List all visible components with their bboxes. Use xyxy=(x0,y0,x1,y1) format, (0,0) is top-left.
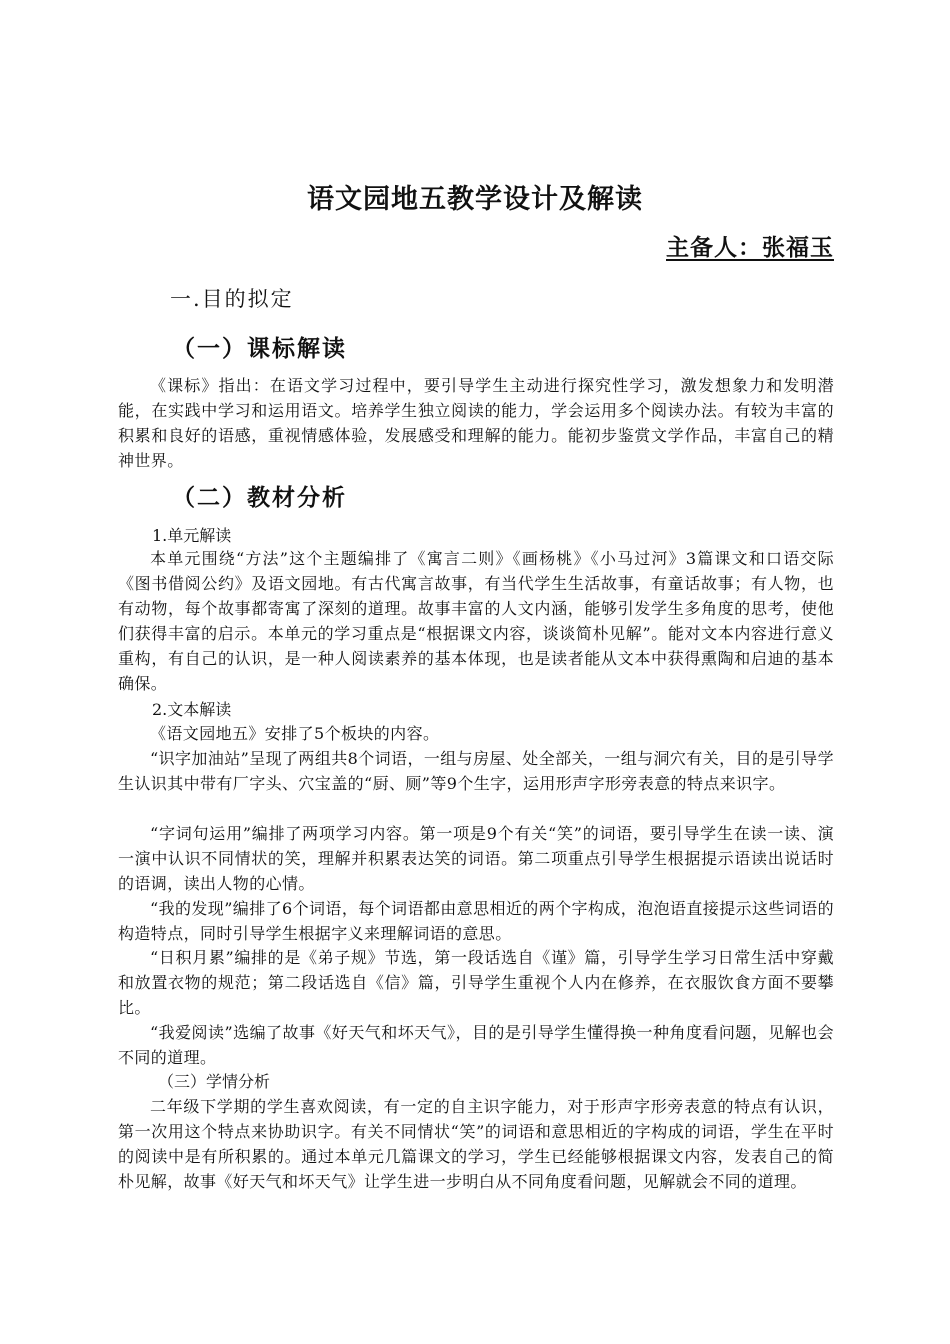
text-analysis-paragraph: “字词句运用”编排了两项学习内容。第一项是9个有关“笑”的词语，要引导学生在读一读、演一演中认识不同情状的笑，理解并积累表达笑的词语。第二项重点引导学生根据提示语读出说话时的语调，读出人物的心情。 xyxy=(118,824,834,893)
text-analysis-paragraph: “我爱阅读”选编了故事《好天气和坏天气》，目的是引导学生懂得换一种角度看问题，见解也会不同的道理。 xyxy=(118,1023,834,1067)
preparer-line: 主备人：张福玉 xyxy=(666,235,834,261)
text-analysis-paragraph: 《语文园地五》安排了5个板块的内容。 xyxy=(150,724,440,743)
text-analysis-paragraph: “日积月累”编排的是《弟子规》节选，第一段话选自《谨》篇，引导学生学习日常生活中穿戴和放置衣物的规范；第二段话选自《信》篇，引导学生重视个人内在修养，在衣服饮食方面不要攀比。 xyxy=(118,948,834,1017)
document-title: 语文园地五教学设计及解读 xyxy=(307,184,643,215)
subsection-heading-textbook: （二）教材分析 xyxy=(172,485,347,511)
student-analysis-paragraph: 二年级下学期的学生喜欢阅读，有一定的自主识字能力，对于形声字形旁表意的特点有认识，第一次用这个特点来协助识字。有关不同情状“笑”的词语和意思相近的字构成的词语，学生在平时的阅读中是有所积累的。通过本单元几篇课文的学习，学生已经能够根据课文内容，发表自己的简朴见解，故事《好天气和坏天气》让学生进一步明白从不同角度看问题，见解就会不同的道理。 xyxy=(118,1097,834,1191)
text-analysis-label: 2.文本解读 xyxy=(152,700,232,719)
student-analysis-label: （三）学情分析 xyxy=(158,1072,271,1091)
text-analysis-paragraph: “我的发现”编排了6个词语，每个词语都由意思相近的两个字构成，泡泡语直接提示这些词语的构造特点，同时引导学生根据字义来理解词语的意思。 xyxy=(118,899,834,943)
unit-analysis-paragraph: 本单元围绕“方法”这个主题编排了《寓言二则》《画杨桃》《小马过河》3篇课文和口语交际《图书借阅公约》及语文园地。有古代寓言故事，有当代学生生活故事，有童话故事；有人物，也有动物，每个故事都寄寓了深刻的道理。故事丰富的人文内涵，能够引发学生多角度的思考，使他们获得丰富的启示。本单元的学习重点是“根据课文内容，谈谈简朴见解”。能对文本内容进行意义重构，有自己的认识，是一种人阅读素养的基本体现，也是读者能从文本中获得熏陶和启迪的基本确保。 xyxy=(118,549,834,693)
unit-analysis-label: 1.单元解读 xyxy=(152,526,232,545)
section-heading-objectives: 一.目的拟定 xyxy=(170,287,294,311)
subsection-heading-curriculum: （一）课标解读 xyxy=(172,336,347,362)
text-analysis-paragraph: “识字加油站”呈现了两组共8个词语，一组与房屋、处全部关，一组与洞穴有关，目的是引导学生认识其中带有厂字头、穴宝盖的“厨、厕”等9个生字，运用形声字形旁表意的特点来识字。 xyxy=(118,749,834,793)
curriculum-paragraph: 《课标》指出：在语文学习过程中，要引导学生主动进行探究性学习，激发想象力和发明潜能，在实践中学习和运用语文。培养学生独立阅读的能力，学会运用多个阅读办法。有较为丰富的积累和良好的语感，重视情感体验，发展感受和理解的能力。能初步鉴赏文学作品，丰富自己的精神世界。 xyxy=(118,376,834,470)
